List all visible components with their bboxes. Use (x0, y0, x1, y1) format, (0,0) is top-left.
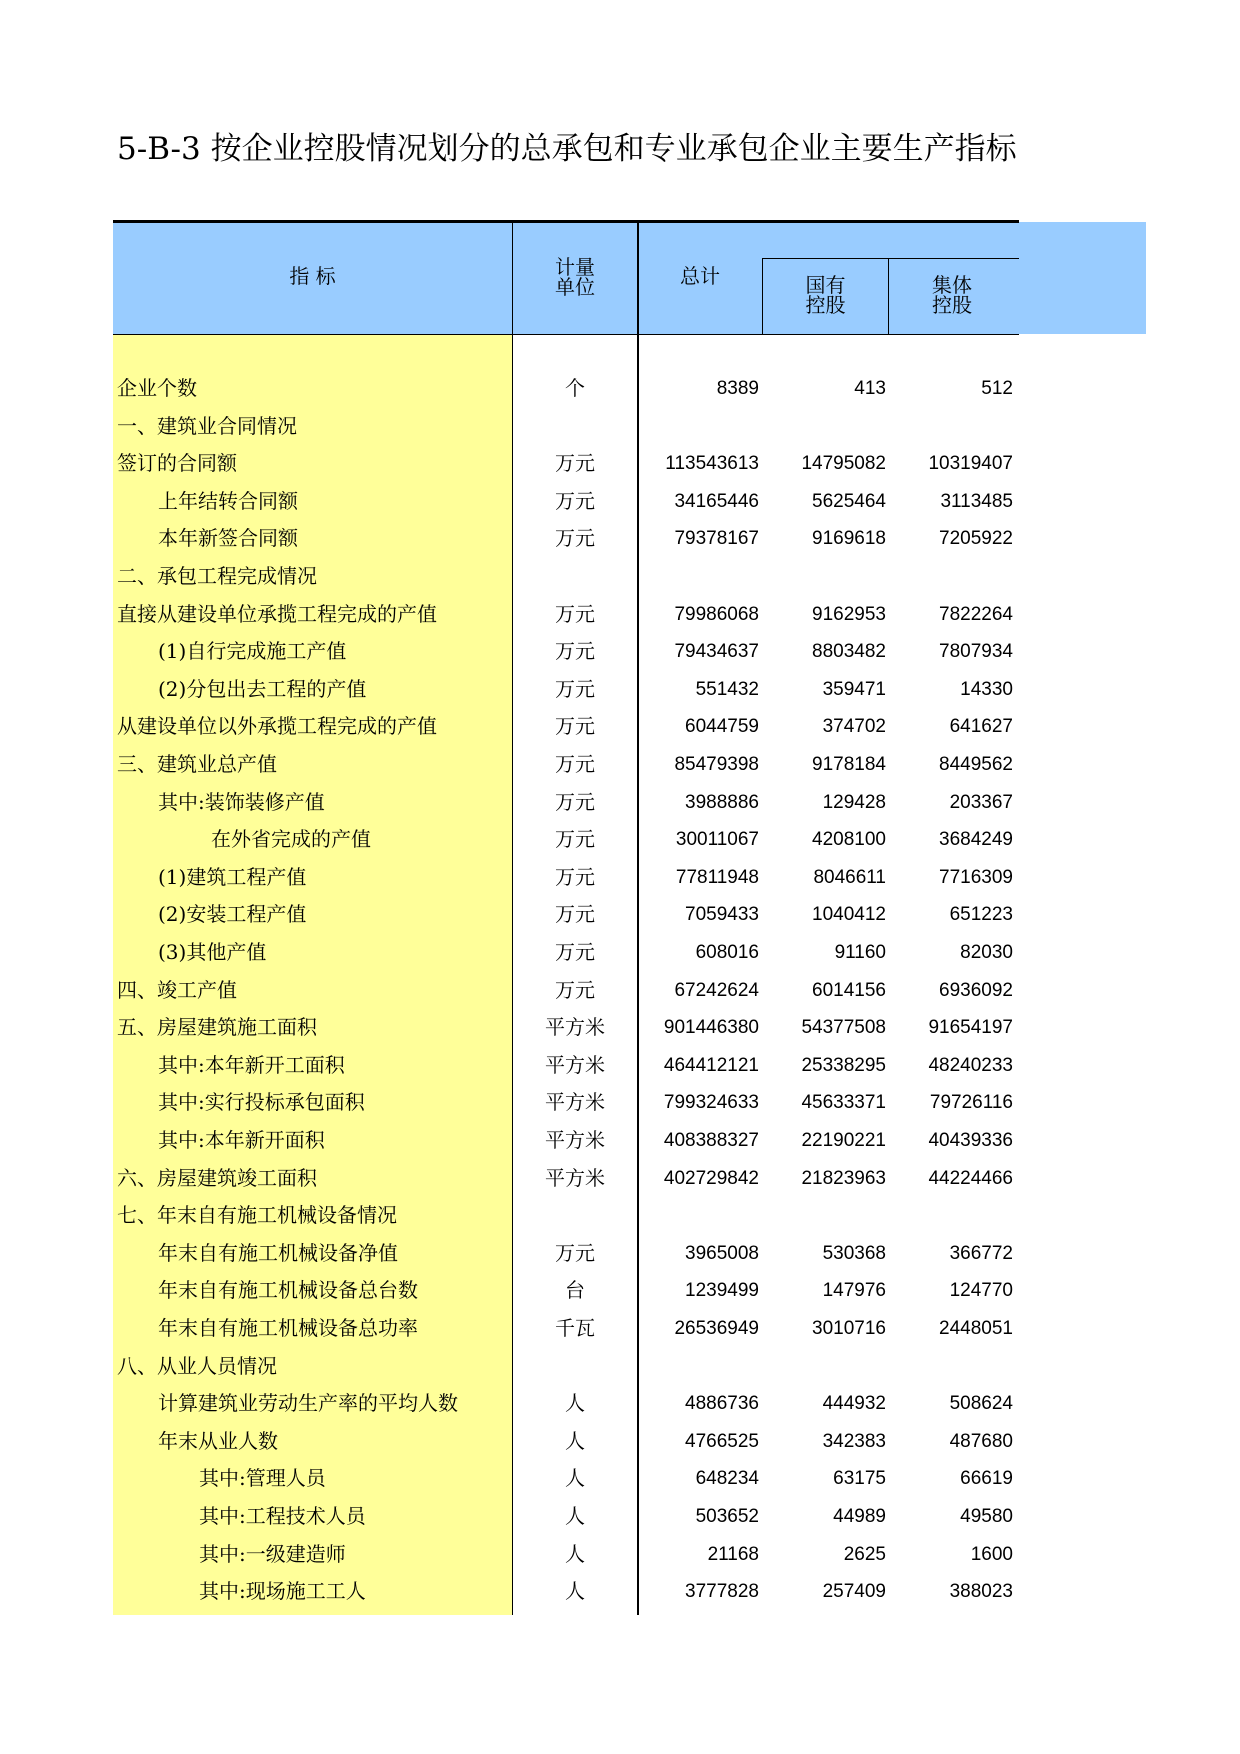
row-indicator: 年末从业人数 (158, 1428, 278, 1453)
row-collective: 7716309 (939, 866, 1013, 888)
row-collective: 366772 (949, 1242, 1013, 1264)
header-unit-line1: 计量 (555, 255, 595, 279)
table-row (0, 1536, 1240, 1574)
row-total: 85479398 (674, 754, 759, 775)
row-unit (513, 1348, 637, 1386)
header-state-line2: 控股 (805, 293, 846, 317)
row-indicator: 其中:现场施工工人 (199, 1579, 366, 1604)
row-collective: 7822264 (939, 603, 1013, 625)
row-total: 8389 (716, 378, 759, 399)
row-collective: 40439336 (928, 1130, 1013, 1151)
table-row (0, 859, 1240, 897)
row-total: 6044759 (685, 716, 759, 738)
row-indicator: 六、房屋建筑竣工面积 (117, 1165, 317, 1190)
row-indicator: 其中:本年新开工面积 (158, 1052, 345, 1077)
row-total (640, 408, 759, 446)
table-row (0, 633, 1240, 671)
table-row (0, 1385, 1240, 1423)
row-indicator: 四、竣工产值 (117, 977, 237, 1002)
row-unit: 万元 (555, 601, 595, 626)
row-indicator: 年末自有施工机械设备净值 (158, 1240, 398, 1265)
header-state-line1: 国有 (805, 273, 846, 297)
row-state-owned: 257409 (822, 1581, 886, 1603)
row-collective: 48240233 (928, 1054, 1013, 1076)
row-state-owned: 14795082 (801, 453, 886, 475)
row-collective: 512 (981, 378, 1013, 399)
row-unit: 万元 (555, 488, 595, 513)
header-total: 总计 (680, 264, 720, 288)
table-row (0, 370, 1240, 408)
row-indicator: 一、建筑业合同情况 (117, 413, 297, 438)
row-indicator: 本年新签合同额 (158, 526, 298, 551)
row-indicator: 其中:实行投标承包面积 (158, 1090, 365, 1115)
table-row (0, 445, 1240, 483)
row-indicator: 年末自有施工机械设备总功率 (158, 1316, 418, 1340)
row-unit (513, 1197, 637, 1235)
row-state-owned: 374702 (822, 716, 886, 738)
row-indicator: 七、年末自有施工机械设备情况 (117, 1203, 397, 1228)
row-state-owned: 9162953 (812, 603, 886, 625)
header-collective-line1: 集体 (932, 273, 972, 297)
row-state-owned: 45633371 (801, 1092, 886, 1114)
row-state-owned: 444932 (822, 1393, 886, 1415)
row-unit: 人 (565, 1579, 585, 1604)
table-row (0, 746, 1240, 784)
row-indicator: 其中:本年新开面积 (158, 1128, 325, 1152)
row-total: 3988886 (685, 791, 759, 813)
row-unit: 千瓦 (555, 1316, 595, 1340)
row-unit: 万元 (555, 789, 595, 814)
row-unit: 平方米 (545, 1090, 605, 1115)
row-collective: 14330 (960, 678, 1013, 700)
row-collective: 79726116 (929, 1092, 1013, 1114)
row-indicator: 五、房屋建筑施工面积 (117, 1015, 317, 1040)
row-unit: 人 (565, 1541, 585, 1566)
row-collective (892, 1197, 1013, 1235)
row-unit: 万元 (555, 977, 595, 1002)
table-row (0, 1084, 1240, 1122)
table-row (0, 972, 1240, 1010)
row-indicator: 二、承包工程完成情况 (117, 564, 317, 588)
row-state-owned: 9178184 (812, 754, 886, 775)
row-unit: 万元 (555, 940, 595, 964)
row-state-owned: 63175 (833, 1468, 886, 1490)
row-total: 648234 (695, 1468, 759, 1490)
row-indicator: 企业个数 (117, 376, 197, 400)
row-state-owned: 2625 (843, 1543, 886, 1565)
row-unit: 人 (565, 1466, 585, 1491)
row-indicator: 三、建筑业总产值 (117, 752, 277, 776)
row-collective: 203367 (949, 791, 1013, 813)
row-unit: 平方米 (545, 1015, 605, 1040)
row-collective (892, 558, 1013, 596)
row-state-owned (765, 408, 886, 446)
row-indicator: 年末自有施工机械设备总台数 (158, 1278, 418, 1303)
row-unit: 平方米 (545, 1052, 605, 1077)
row-collective (892, 408, 1013, 446)
row-total: 551432 (695, 678, 759, 700)
table-row (0, 1160, 1240, 1198)
row-total: 4886736 (685, 1393, 759, 1415)
row-collective: 487680 (949, 1430, 1013, 1452)
table-row (0, 1235, 1240, 1273)
row-total: 901446380 (663, 1017, 759, 1039)
row-unit (513, 408, 637, 446)
row-unit: 万元 (555, 639, 595, 664)
header-collective-line2: 控股 (932, 293, 972, 317)
row-state-owned: 9169618 (812, 528, 886, 550)
row-state-owned: 147976 (822, 1280, 886, 1302)
row-collective: 7807934 (939, 641, 1013, 663)
row-total: 30011067 (675, 829, 759, 851)
row-total: 1239499 (685, 1280, 759, 1302)
row-total: 464412121 (663, 1054, 759, 1076)
row-total (640, 558, 759, 596)
row-collective: 7205922 (939, 528, 1013, 550)
row-indicator: 直接从建设单位承揽工程完成的产值 (117, 601, 437, 626)
row-unit: 平方米 (545, 1165, 605, 1190)
table-row (0, 821, 1240, 859)
row-unit: 万元 (555, 451, 595, 476)
row-indicator: 其中:一级建造师 (199, 1541, 346, 1566)
table-row (0, 1197, 1240, 1235)
row-total: 26536949 (674, 1318, 759, 1339)
table-row (0, 596, 1240, 634)
row-unit: 人 (565, 1504, 585, 1528)
row-indicator: 八、从业人员情况 (117, 1353, 277, 1378)
table-row (0, 1047, 1240, 1085)
table-row (0, 896, 1240, 934)
table-row (0, 1310, 1240, 1348)
row-collective: 82030 (960, 942, 1013, 963)
page-title: 5-B-3 按企业控股情况划分的总承包和专业承包企业主要生产指标 (117, 131, 1017, 167)
row-state-owned: 1040412 (812, 904, 886, 926)
row-total: 77811948 (675, 866, 759, 888)
row-state-owned: 5625464 (812, 490, 886, 512)
row-indicator: 从建设单位以外承揽工程完成的产值 (117, 714, 437, 739)
row-collective: 66619 (960, 1468, 1013, 1490)
row-unit: 万元 (555, 864, 595, 889)
row-state-owned (765, 1197, 886, 1235)
row-collective: 3113485 (940, 490, 1013, 512)
row-total: 7059433 (685, 904, 759, 926)
row-total (640, 1197, 759, 1235)
header-indicator: 指 标 (289, 264, 336, 288)
row-collective: 6936092 (939, 979, 1013, 1001)
row-total: 503652 (695, 1506, 759, 1527)
row-state-owned: 22190221 (801, 1130, 886, 1151)
row-state-owned (765, 558, 886, 596)
row-total (640, 1348, 759, 1386)
row-indicator: 计算建筑业劳动生产率的平均人数 (158, 1391, 458, 1416)
row-collective: 8449562 (939, 754, 1013, 775)
row-unit: 万元 (555, 1240, 595, 1265)
row-unit (513, 558, 637, 596)
table-row (0, 1573, 1240, 1611)
row-state-owned: 4208100 (812, 829, 886, 851)
row-unit: 个 (565, 376, 585, 400)
row-total: 608016 (695, 942, 759, 963)
row-total: 113543613 (665, 453, 759, 475)
table-row (0, 1272, 1240, 1310)
row-total: 3777828 (685, 1581, 759, 1603)
row-collective: 388023 (949, 1581, 1013, 1603)
row-unit: 万元 (555, 902, 595, 927)
table-row (0, 483, 1240, 521)
row-indicator: 签订的合同额 (117, 451, 237, 476)
row-unit: 平方米 (545, 1128, 605, 1152)
row-state-owned: 129428 (822, 791, 886, 813)
sub-header-top-border (762, 258, 1019, 259)
table-row (0, 558, 1240, 596)
row-collective (892, 1348, 1013, 1386)
table-row (0, 1498, 1240, 1536)
row-indicator: 其中:工程技术人员 (199, 1504, 366, 1528)
row-collective: 508624 (949, 1393, 1013, 1415)
table-row (0, 408, 1240, 446)
table-row (0, 520, 1240, 558)
row-indicator: 其中:管理人员 (199, 1466, 326, 1491)
row-unit: 人 (565, 1391, 585, 1416)
row-indicator: (1)自行完成施工产值 (158, 639, 347, 664)
row-collective: 91654197 (928, 1017, 1013, 1039)
row-state-owned: 21823963 (801, 1167, 886, 1189)
row-total: 799324633 (663, 1092, 759, 1114)
table-row (0, 1009, 1240, 1047)
row-total: 4766525 (685, 1430, 759, 1452)
table-row (0, 708, 1240, 746)
row-total: 79434637 (674, 641, 759, 663)
row-indicator: 在外省完成的产值 (211, 827, 371, 852)
table-top-border (113, 220, 1019, 223)
row-state-owned: 342383 (822, 1430, 886, 1452)
row-indicator: (2)分包出去工程的产值 (158, 676, 367, 701)
row-unit: 万元 (555, 714, 595, 739)
row-state-owned: 8803482 (812, 641, 886, 663)
row-collective: 1600 (970, 1543, 1013, 1565)
row-indicator: (1)建筑工程产值 (158, 864, 307, 889)
row-collective: 124770 (949, 1280, 1013, 1302)
row-collective: 10319407 (928, 453, 1013, 475)
row-state-owned (765, 1348, 886, 1386)
row-state-owned: 25338295 (801, 1054, 886, 1076)
row-unit: 台 (565, 1278, 585, 1303)
row-unit: 万元 (555, 827, 595, 852)
row-total: 67242624 (674, 979, 759, 1001)
table-row (0, 934, 1240, 972)
row-state-owned: 8046611 (813, 866, 886, 888)
row-collective: 2448051 (939, 1318, 1013, 1339)
row-indicator: (2)安装工程产值 (158, 902, 307, 927)
row-collective: 651223 (949, 904, 1013, 926)
row-indicator: 其中:装饰装修产值 (158, 789, 325, 814)
row-unit: 万元 (555, 752, 595, 776)
row-state-owned: 91160 (834, 942, 886, 963)
row-collective: 49580 (960, 1506, 1013, 1527)
row-unit: 万元 (555, 676, 595, 701)
row-total: 408388327 (663, 1130, 759, 1151)
row-collective: 44224466 (928, 1167, 1013, 1189)
row-total: 79986068 (674, 603, 759, 625)
row-state-owned: 44989 (833, 1506, 886, 1527)
table-row (0, 1122, 1240, 1160)
row-state-owned: 3010716 (812, 1318, 886, 1339)
row-state-owned: 359471 (822, 678, 886, 700)
table-header-background-extension (1019, 222, 1146, 334)
row-total: 34165446 (674, 490, 759, 512)
row-state-owned: 54377508 (801, 1017, 886, 1039)
table-row (0, 1348, 1240, 1386)
table-row (0, 1423, 1240, 1461)
row-total: 79378167 (674, 528, 759, 550)
header-unit-line2: 单位 (555, 275, 595, 299)
table-row (0, 1460, 1240, 1498)
table-row (0, 784, 1240, 822)
row-collective: 3684249 (939, 829, 1013, 851)
row-total: 402729842 (663, 1167, 759, 1189)
row-collective: 641627 (949, 716, 1013, 738)
row-state-owned: 530368 (822, 1242, 886, 1264)
table-row (0, 671, 1240, 709)
row-state-owned: 6014156 (812, 979, 886, 1001)
row-unit: 万元 (555, 526, 595, 551)
row-total: 3965008 (685, 1242, 759, 1264)
row-indicator: 上年结转合同额 (158, 488, 298, 513)
row-state-owned: 413 (854, 378, 886, 399)
row-indicator: (3)其他产值 (158, 940, 267, 964)
row-unit: 人 (565, 1428, 585, 1453)
row-total: 21168 (707, 1543, 759, 1565)
